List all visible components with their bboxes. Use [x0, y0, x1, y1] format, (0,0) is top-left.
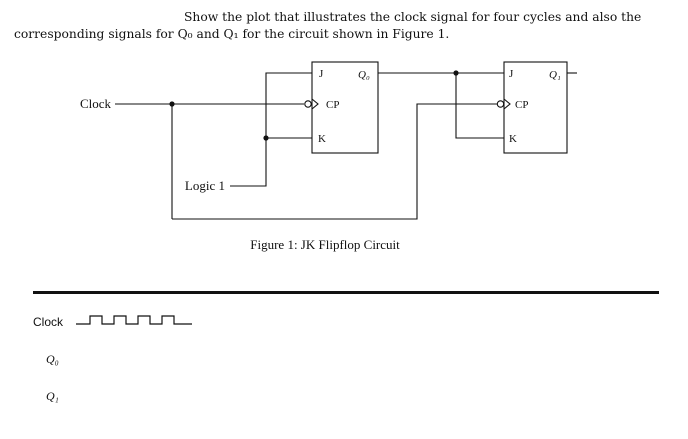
timing-q1-label: Q₁	[46, 389, 59, 403]
ff0-clock-edge	[312, 99, 318, 109]
timing-q0-label: Q₀	[46, 352, 59, 366]
logic1-wire	[230, 73, 312, 186]
question-line-1: Show the plot that illustrates the clock signal for four cycles and also the	[184, 10, 642, 24]
ff1-k-label: K	[509, 133, 517, 145]
ff1-clock-edge	[504, 99, 510, 109]
figure-caption: Figure 1: JK Flipflop Circuit	[250, 237, 400, 252]
clock-input-label: Clock	[79, 96, 111, 111]
ff0-cp-label: CP	[326, 99, 340, 111]
clock-waveform	[76, 316, 192, 324]
ff1-clock-bubble	[497, 101, 503, 107]
ff1-clock-wire	[172, 104, 497, 219]
ff0-q-label: Q₀	[358, 69, 370, 81]
ff0-k-label: K	[318, 133, 326, 145]
logic1-junction-dot	[263, 135, 268, 140]
ff1-cp-label: CP	[515, 99, 529, 111]
timing-clock-label: Clock	[33, 315, 64, 329]
logic1-input-label: Logic 1	[184, 178, 225, 193]
clock-junction-dot	[169, 101, 174, 106]
section-divider	[33, 291, 659, 294]
ff1-q-label: Q₁	[549, 69, 561, 81]
q0-junction-dot	[453, 70, 458, 75]
ff0-clock-bubble	[305, 101, 311, 107]
question-line-2: corresponding signals for Q₀ and Q₁ for the circuit shown in Figure 1.	[14, 27, 450, 41]
ff1-j-label: J	[509, 68, 514, 80]
ff0-j-label: J	[319, 68, 324, 80]
timing-diagram	[0, 300, 688, 439]
q0-to-k1-wire	[456, 73, 504, 138]
